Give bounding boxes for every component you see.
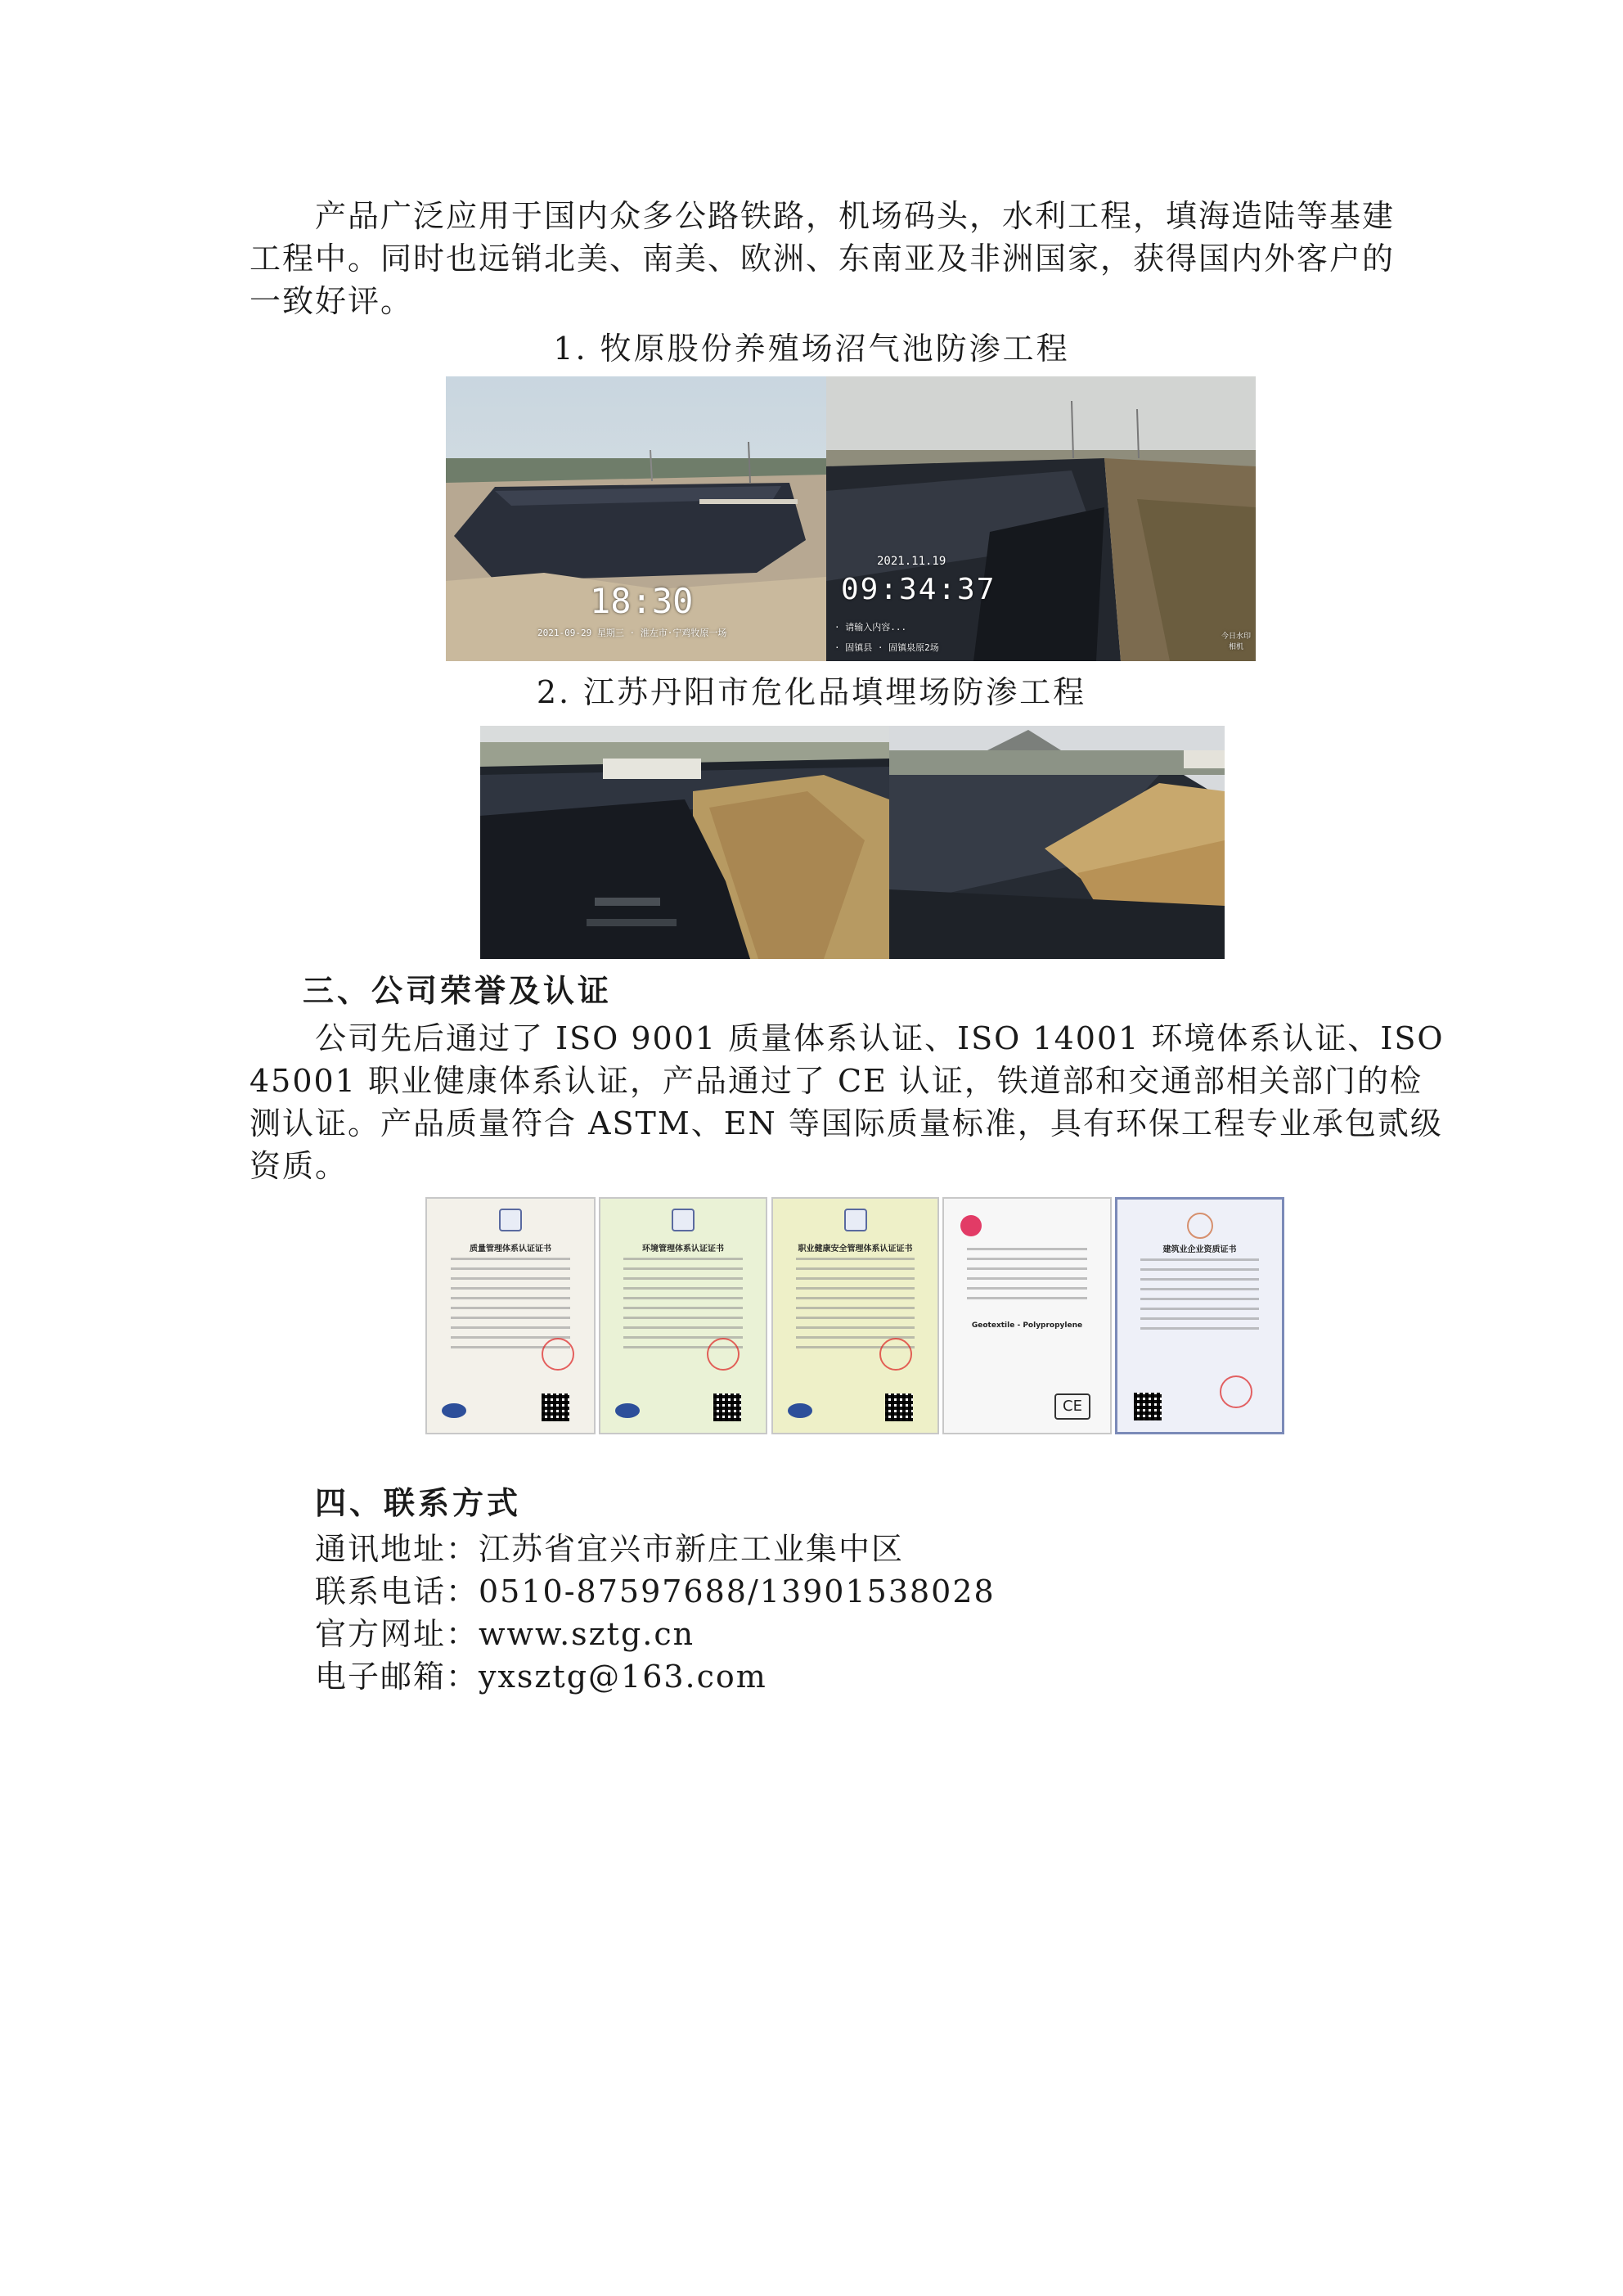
intro-line: 一致好评。 — [250, 283, 414, 319]
certificate-title: Geotextile - Polypropylene — [971, 1321, 1083, 1330]
photo-timestamp: 18:30 — [590, 581, 694, 621]
seal-icon — [707, 1338, 740, 1371]
project-2-caption: 2. 江苏丹阳市危化品填埋场防渗工程 — [536, 674, 1087, 710]
certificate-environment — [599, 1197, 767, 1434]
certificate-ce — [942, 1197, 1112, 1434]
iaf-logo-icon — [788, 1403, 812, 1418]
certificate-quality — [425, 1197, 596, 1434]
qr-code-icon — [542, 1393, 569, 1421]
photo-timestamp: 09:34:37 — [841, 573, 996, 606]
seal-icon — [879, 1338, 912, 1371]
honors-line: 45001 职业健康体系认证，产品通过了 CE 认证，铁道部和交通部相关部门的检 — [250, 1063, 1423, 1099]
ce-mark-icon: CE — [1054, 1393, 1090, 1420]
intro-line: 工程中。同时也远销北美、南美、欧洲、东南亚及非洲国家，获得国内外客户的 — [250, 241, 1396, 277]
national-emblem-icon — [1187, 1213, 1213, 1239]
honors-paragraph — [250, 1017, 1445, 1187]
contact-email: 电子邮箱：yxsztg@163.com — [315, 1659, 767, 1695]
qr-code-icon — [885, 1393, 913, 1421]
photo-date-line: 2021-09-29 星期三 · 淮左市·宁鸡牧原一场 — [537, 628, 727, 638]
qr-code-icon — [1134, 1393, 1162, 1420]
certificate-title: 质量管理体系认证证书 — [470, 1245, 551, 1254]
project-1-photo-left — [446, 376, 826, 661]
contact-phone: 联系电话：0510-87597688/13901538028 — [315, 1573, 996, 1609]
project-2-photo-left — [480, 726, 889, 959]
project-1-caption: 1. 牧原股份养殖场沼气池防渗工程 — [553, 331, 1070, 367]
iaf-logo-icon — [615, 1403, 640, 1418]
iaf-logo-icon — [442, 1403, 466, 1418]
certificate-title: 环境管理体系认证证书 — [642, 1245, 724, 1254]
qr-code-icon — [713, 1393, 741, 1421]
honors-line: 测认证。产品质量符合 ASTM、EN 等国际质量标准，具有环保工程专业承包贰级 — [250, 1105, 1443, 1141]
project-1-photo-right — [826, 376, 1256, 661]
brand-logo-icon — [960, 1215, 982, 1236]
photo-date: 2021.11.19 — [877, 555, 946, 568]
photo-location-line: · 固镇县 · 固镇泉原2场 — [834, 642, 939, 653]
intro-paragraph — [250, 195, 1396, 322]
certificate-occupational-health — [771, 1197, 939, 1434]
seal-icon — [542, 1338, 574, 1371]
certificate-title: 建筑业企业资质证书 — [1162, 1245, 1237, 1254]
cert-logo-icon — [499, 1209, 522, 1231]
intro-line: 产品广泛应用于国内众多公路铁路，机场码头，水利工程，填海造陆等基建 — [315, 198, 1396, 234]
contact-address: 通讯地址：江苏省宜兴市新庄工业集中区 — [315, 1531, 905, 1567]
seal-icon — [1220, 1375, 1252, 1408]
section-honors-heading: 三、公司荣誉及认证 — [303, 973, 613, 1009]
honors-line: 公司先后通过了 ISO 9001 质量体系认证、ISO 14001 环境体系认证、ISO — [315, 1020, 1445, 1056]
certificate-construction-qualification — [1115, 1197, 1284, 1434]
project-2-photo-right — [889, 726, 1225, 959]
photo-note-line: · 请输入内容... — [834, 622, 907, 633]
section-contact-heading: 四、联系方式 — [315, 1485, 522, 1521]
cert-logo-icon — [844, 1209, 867, 1231]
cert-logo-icon — [672, 1209, 695, 1231]
certificate-title: 职业健康安全管理体系认证证书 — [798, 1245, 913, 1254]
honors-line: 资质。 — [250, 1148, 348, 1184]
contact-website: 官方网址：www.sztg.cn — [315, 1616, 695, 1652]
watermark-label: 今日水印 相机 — [1221, 633, 1252, 651]
